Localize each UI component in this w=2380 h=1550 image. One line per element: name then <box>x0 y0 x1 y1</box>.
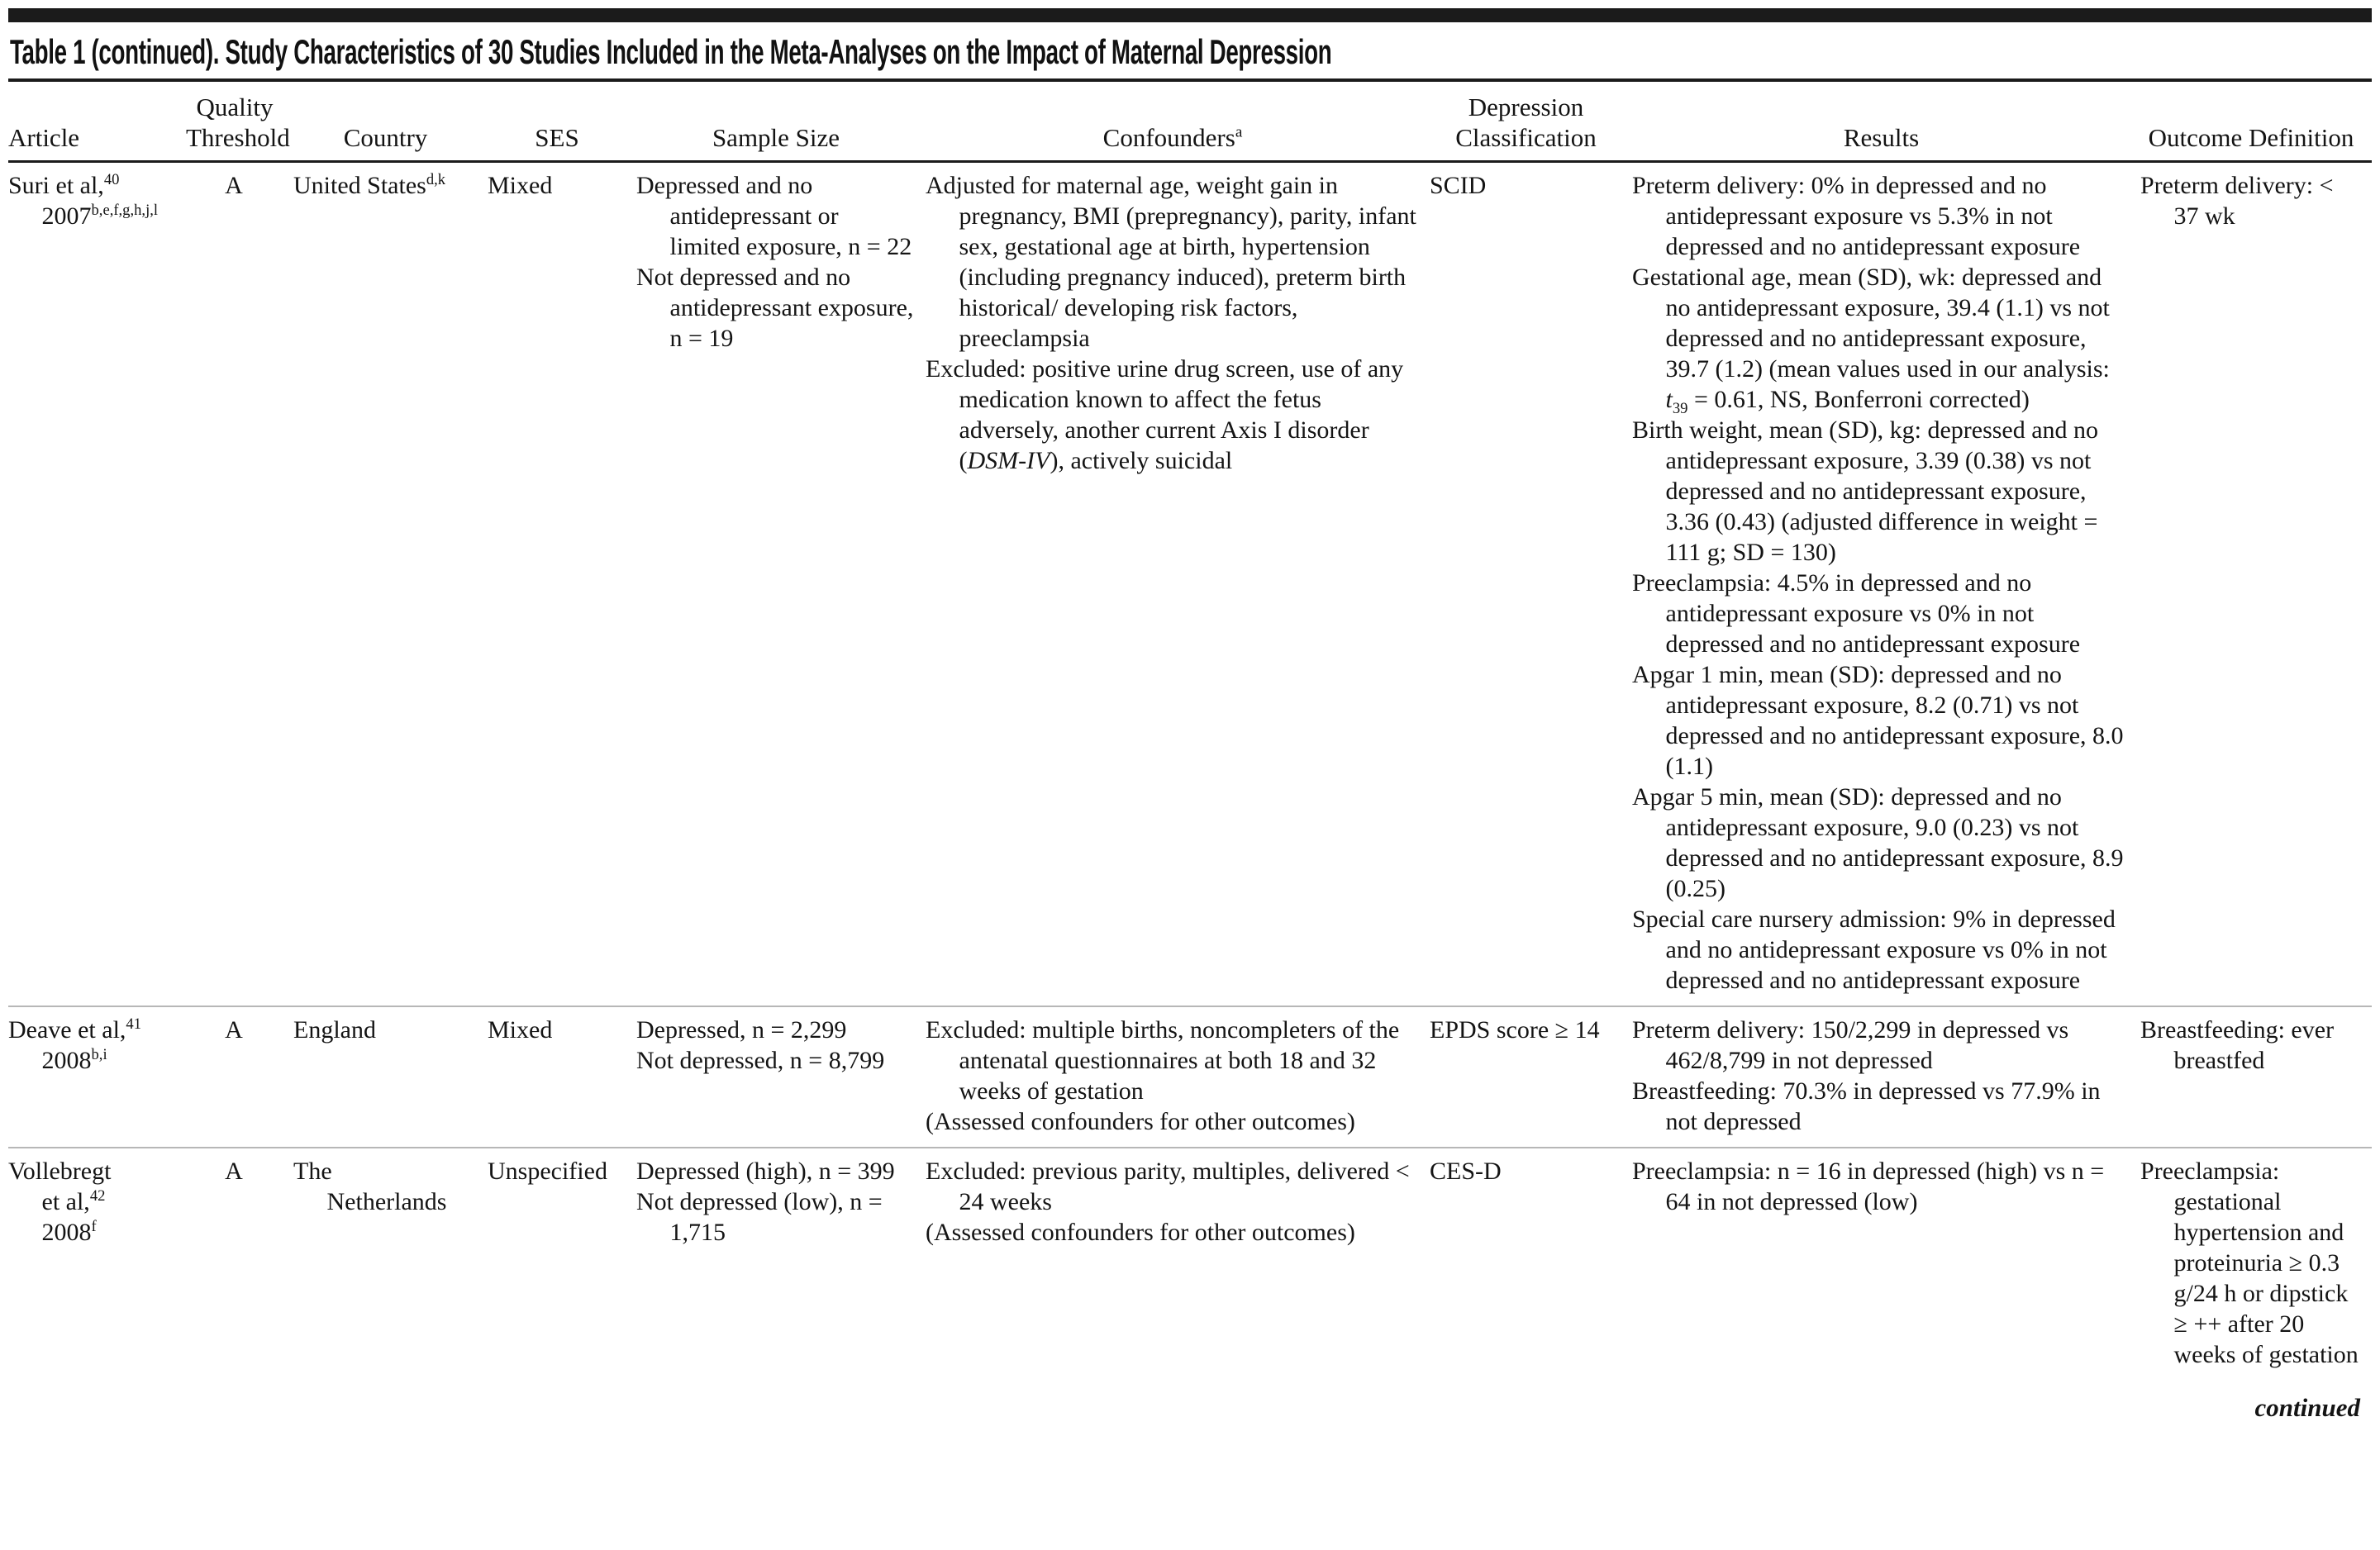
paragraph: Preeclampsia: gestational hypertension and proteinuria ≥ 0.3 g/24 h or dipstick ≥ ++ after 20 weeks of gestation <box>2140 1158 2359 1368</box>
paragraph: Deave et al,$^{41}$ <box>8 1015 142 1044</box>
paragraph: Excluded: multiple births, noncompleters of the antenatal questionnaires at both 18 and 32 weeks of gestation <box>926 1016 1400 1105</box>
paragraph: Not depressed and no antidepressant exposure, n = 19 <box>636 264 914 352</box>
paragraph: Adjusted for maternal age, weight gain in pregnancy, BMI (prepregnancy), parity, infant sex, gestational age at birth, hypertension (including pregnancy induced), preterm birth historical/ developing risk factors, preeclampsia <box>926 172 1416 352</box>
cell-3-classification <box>1430 1148 1632 1380</box>
top-rule <box>8 8 2372 22</box>
paragraph: Mixed <box>488 1016 553 1044</box>
cell-3-article <box>8 1148 186 1380</box>
paragraph: United States$^{d,k}$ <box>293 171 446 199</box>
header-row <box>8 82 2372 162</box>
cell-1-confounders <box>926 162 1430 1007</box>
study-characteristics-table <box>8 82 2372 1380</box>
paragraph: 2008$^f$ <box>41 1218 97 1246</box>
paragraph: Excluded: positive urine drug screen, use of any medication known to affect the fetus adversely, another current Axis I disorder (DSM-IV), actively suicidal <box>926 355 1404 474</box>
cell-3-sample <box>636 1148 926 1380</box>
cell-1-article <box>8 162 186 1007</box>
paragraph: Not depressed (low), n = 1,715 <box>636 1188 883 1246</box>
paragraph: Netherlands <box>326 1188 447 1215</box>
table-row <box>8 162 2372 1007</box>
cell-2-country <box>293 1006 488 1148</box>
paragraph: Apgar 5 min, mean (SD): depressed and no antidepressant exposure, 9.0 (0.23) vs not depressed and no antidepressant exposure, 8.9 (0.25) <box>1632 783 2124 902</box>
column-header-classification: Depression Classification <box>1430 82 1632 162</box>
paragraph: Preeclampsia: n = 16 in depressed (high) vs n = 64 in not depressed (low) <box>1632 1158 2105 1215</box>
paragraph: (Assessed confounders for other outcomes) <box>926 1219 1355 1246</box>
cell-3-country <box>293 1148 488 1380</box>
paragraph: Depressed and no antidepressant or limited exposure, n = 22 <box>636 172 912 260</box>
cell-2-classification <box>1430 1006 1632 1148</box>
cell-3-quality <box>186 1148 293 1380</box>
cell-2-ses <box>488 1006 636 1148</box>
cell-1-outcome <box>2140 162 2372 1007</box>
cell-3-ses <box>488 1148 636 1380</box>
table-row <box>8 1148 2372 1380</box>
paragraph: Breastfeeding: ever breastfed <box>2140 1016 2335 1074</box>
table-row <box>8 1006 2372 1148</box>
paragraph: Gestational age, mean (SD), wk: depressed and no antidepressant exposure, 39.4 (1.1) vs not depressed and no antidepressant exposure, 39.7 (1.2) (mean values used in our analysis: $t_{39} = 0.61$, NS, Bonferroni corrected) <box>1632 264 2110 417</box>
column-header-article: Article <box>8 82 186 162</box>
paragraph: A <box>225 172 243 199</box>
cell-3-outcome <box>2140 1148 2372 1380</box>
paragraph: Apgar 1 min, mean (SD): depressed and no antidepressant exposure, 8.2 (0.71) vs not depressed and no antidepressant exposure, 8.0 (1.1) <box>1632 661 2124 780</box>
paragraph: et al,$^{42}$ <box>41 1187 106 1215</box>
paragraph: The <box>293 1158 332 1185</box>
paragraph: Not depressed, n = 8,799 <box>636 1047 885 1074</box>
paragraph: Preterm delivery: 0% in depressed and no antidepressant exposure vs 5.3% in not depressed and no antidepressant exposure <box>1632 172 2081 260</box>
column-header-ses: SES <box>488 82 636 162</box>
paragraph: Preterm delivery: < 37 wk <box>2140 172 2334 230</box>
paragraph: 2007$^{b,e,f,g,h,j,l}$ <box>41 202 159 230</box>
table-header <box>8 82 2372 162</box>
column-header-results: Results <box>1632 82 2140 162</box>
cell-1-results <box>1632 162 2140 1007</box>
paragraph: A <box>225 1158 243 1185</box>
cell-1-country <box>293 162 488 1007</box>
paragraph: EPDS score ≥ 14 <box>1430 1016 1600 1044</box>
cell-2-article <box>8 1006 186 1148</box>
cell-2-results <box>1632 1006 2140 1148</box>
cell-2-outcome <box>2140 1006 2372 1148</box>
table-body <box>8 162 2372 1381</box>
paragraph: Special care nursery admission: 9% in depressed and no antidepressant exposure vs 0% in not depressed and no antidepressant exposure <box>1632 906 2116 994</box>
cell-1-ses <box>488 162 636 1007</box>
paragraph: Preeclampsia: 4.5% in depressed and no antidepressant exposure vs 0% in not depressed and no antidepressant exposure <box>1632 569 2081 658</box>
paragraph: England <box>293 1016 376 1044</box>
paragraph: Depressed (high), n = 399 <box>636 1158 895 1185</box>
continued-label: continued <box>2254 1393 2360 1422</box>
paragraph: Preterm delivery: 150/2,299 in depressed vs 462/8,799 in not depressed <box>1632 1016 2069 1074</box>
paragraph: 2008$^{b,i}$ <box>41 1046 107 1074</box>
cell-2-sample <box>636 1006 926 1148</box>
paragraph: A <box>225 1016 243 1044</box>
cell-1-quality <box>186 162 293 1007</box>
paragraph: Vollebregt <box>8 1158 112 1185</box>
paragraph: Breastfeeding: 70.3% in depressed vs 77.9% in not depressed <box>1632 1077 2101 1135</box>
paragraph: (Assessed confounders for other outcomes) <box>926 1108 1355 1135</box>
paragraph: Unspecified <box>488 1158 607 1185</box>
paragraph: Birth weight, mean (SD), kg: depressed and no antidepressant exposure, 3.39 (0.38) vs not depressed and no antidepressant exposure, 3.36 (0.43) (adjusted difference in weight = 111 g; SD = 130) <box>1632 416 2099 566</box>
cell-3-confounders <box>926 1148 1430 1380</box>
paragraph: Suri et al,$^{40}$ <box>8 171 120 199</box>
cell-1-sample <box>636 162 926 1007</box>
paragraph: CES-D <box>1430 1158 1502 1185</box>
paragraph: Excluded: previous parity, multiples, delivered < 24 weeks <box>926 1158 1410 1215</box>
column-header-quality: Quality Threshold <box>186 82 293 162</box>
cell-2-confounders <box>926 1006 1430 1148</box>
table-title: Table 1 (continued). Study Characteristics of 30 Studies Included in the Meta-Analyses on the Impact of Maternal Depression <box>10 32 1332 71</box>
column-header-outcome: Outcome Definition <box>2140 82 2372 162</box>
paragraph: SCID <box>1430 172 1487 199</box>
column-header-sample: Sample Size <box>636 82 926 162</box>
cell-3-results <box>1632 1148 2140 1380</box>
column-header-confounders: Confounders$^a$ <box>926 82 1430 162</box>
paragraph: Mixed <box>488 172 553 199</box>
cell-2-quality <box>186 1006 293 1148</box>
paragraph: Depressed, n = 2,299 <box>636 1016 847 1044</box>
cell-1-classification <box>1430 162 1632 1007</box>
column-header-country: Country <box>293 82 488 162</box>
